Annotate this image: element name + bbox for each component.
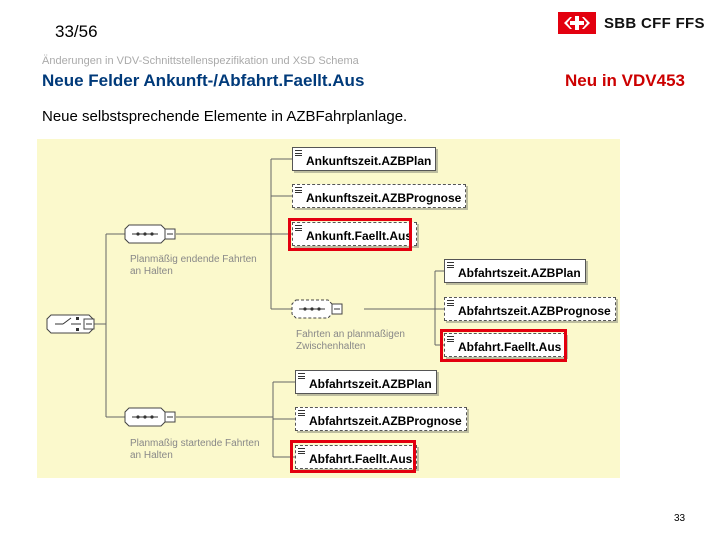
group-label-arrival: Planmäßig endende Fahrten an Halten xyxy=(130,254,257,277)
element-label: Abfahrtszeit.AZBPlan xyxy=(458,266,581,280)
sequence-node-icon xyxy=(125,225,175,243)
choice-node-icon xyxy=(47,315,94,333)
logo-text: SBB CFF FFS xyxy=(604,14,705,32)
element-abfahrtszeit-azbplan xyxy=(295,370,437,394)
element-icon xyxy=(447,300,454,306)
element-icon xyxy=(298,373,305,379)
element-label: Abfahrt.Faellt.Aus xyxy=(458,340,562,354)
slide-title: Neue Felder Ankunft-/Abfahrt.Faellt.Aus xyxy=(42,71,365,90)
new-in-version-label: Neu in VDV453 xyxy=(565,71,685,90)
highlight-box xyxy=(440,329,567,362)
body-text: Neue selbstsprechende Elemente in AZBFahrplanlage. xyxy=(42,108,408,125)
sequence-node-icon xyxy=(125,408,175,426)
group-label-departure: Planmaßig startende Fahrten an Halten xyxy=(130,438,260,461)
xsd-schema-diagram xyxy=(37,139,620,478)
element-icon xyxy=(298,410,305,416)
element-label: Ankunftszeit.AZBPrognose xyxy=(306,191,462,205)
page-number: 33/56 xyxy=(55,22,98,41)
footer-page-number: 33 xyxy=(674,513,686,524)
slide-subtitle: Änderungen in VDV-Schnittstellenspezifikation und XSD Schema xyxy=(42,55,359,67)
group-label-through: Fahrten an planmaßigen Zwischenhalten xyxy=(296,329,405,352)
highlight-box xyxy=(288,218,412,251)
element-through-abfahrtszeit-azbprognose xyxy=(444,297,616,321)
element-ankunftszeit-azbprognose xyxy=(292,184,466,208)
highlight-box xyxy=(290,440,416,473)
element-label: Abfahrt.Faellt.Aus xyxy=(309,452,413,466)
sbb-logo xyxy=(558,12,705,34)
element-ankunftszeit-azbplan xyxy=(292,147,436,171)
element-label: Ankunftszeit.AZBPlan xyxy=(306,154,432,168)
element-label: Ankunft.Faellt.Aus xyxy=(306,229,413,243)
element-label: Abfahrtszeit.AZBPrognose xyxy=(309,414,462,428)
element-abfahrtszeit-azbprognose xyxy=(295,407,467,431)
element-icon xyxy=(447,262,454,268)
sbb-logo-icon xyxy=(558,12,596,34)
element-icon xyxy=(295,187,302,193)
element-icon xyxy=(295,150,302,156)
element-label: Abfahrtszeit.AZBPlan xyxy=(309,377,432,391)
element-label: Abfahrtszeit.AZBPrognose xyxy=(458,304,611,318)
element-through-abfahrtszeit-azbplan xyxy=(444,259,586,283)
sequence-node-icon xyxy=(292,300,342,318)
